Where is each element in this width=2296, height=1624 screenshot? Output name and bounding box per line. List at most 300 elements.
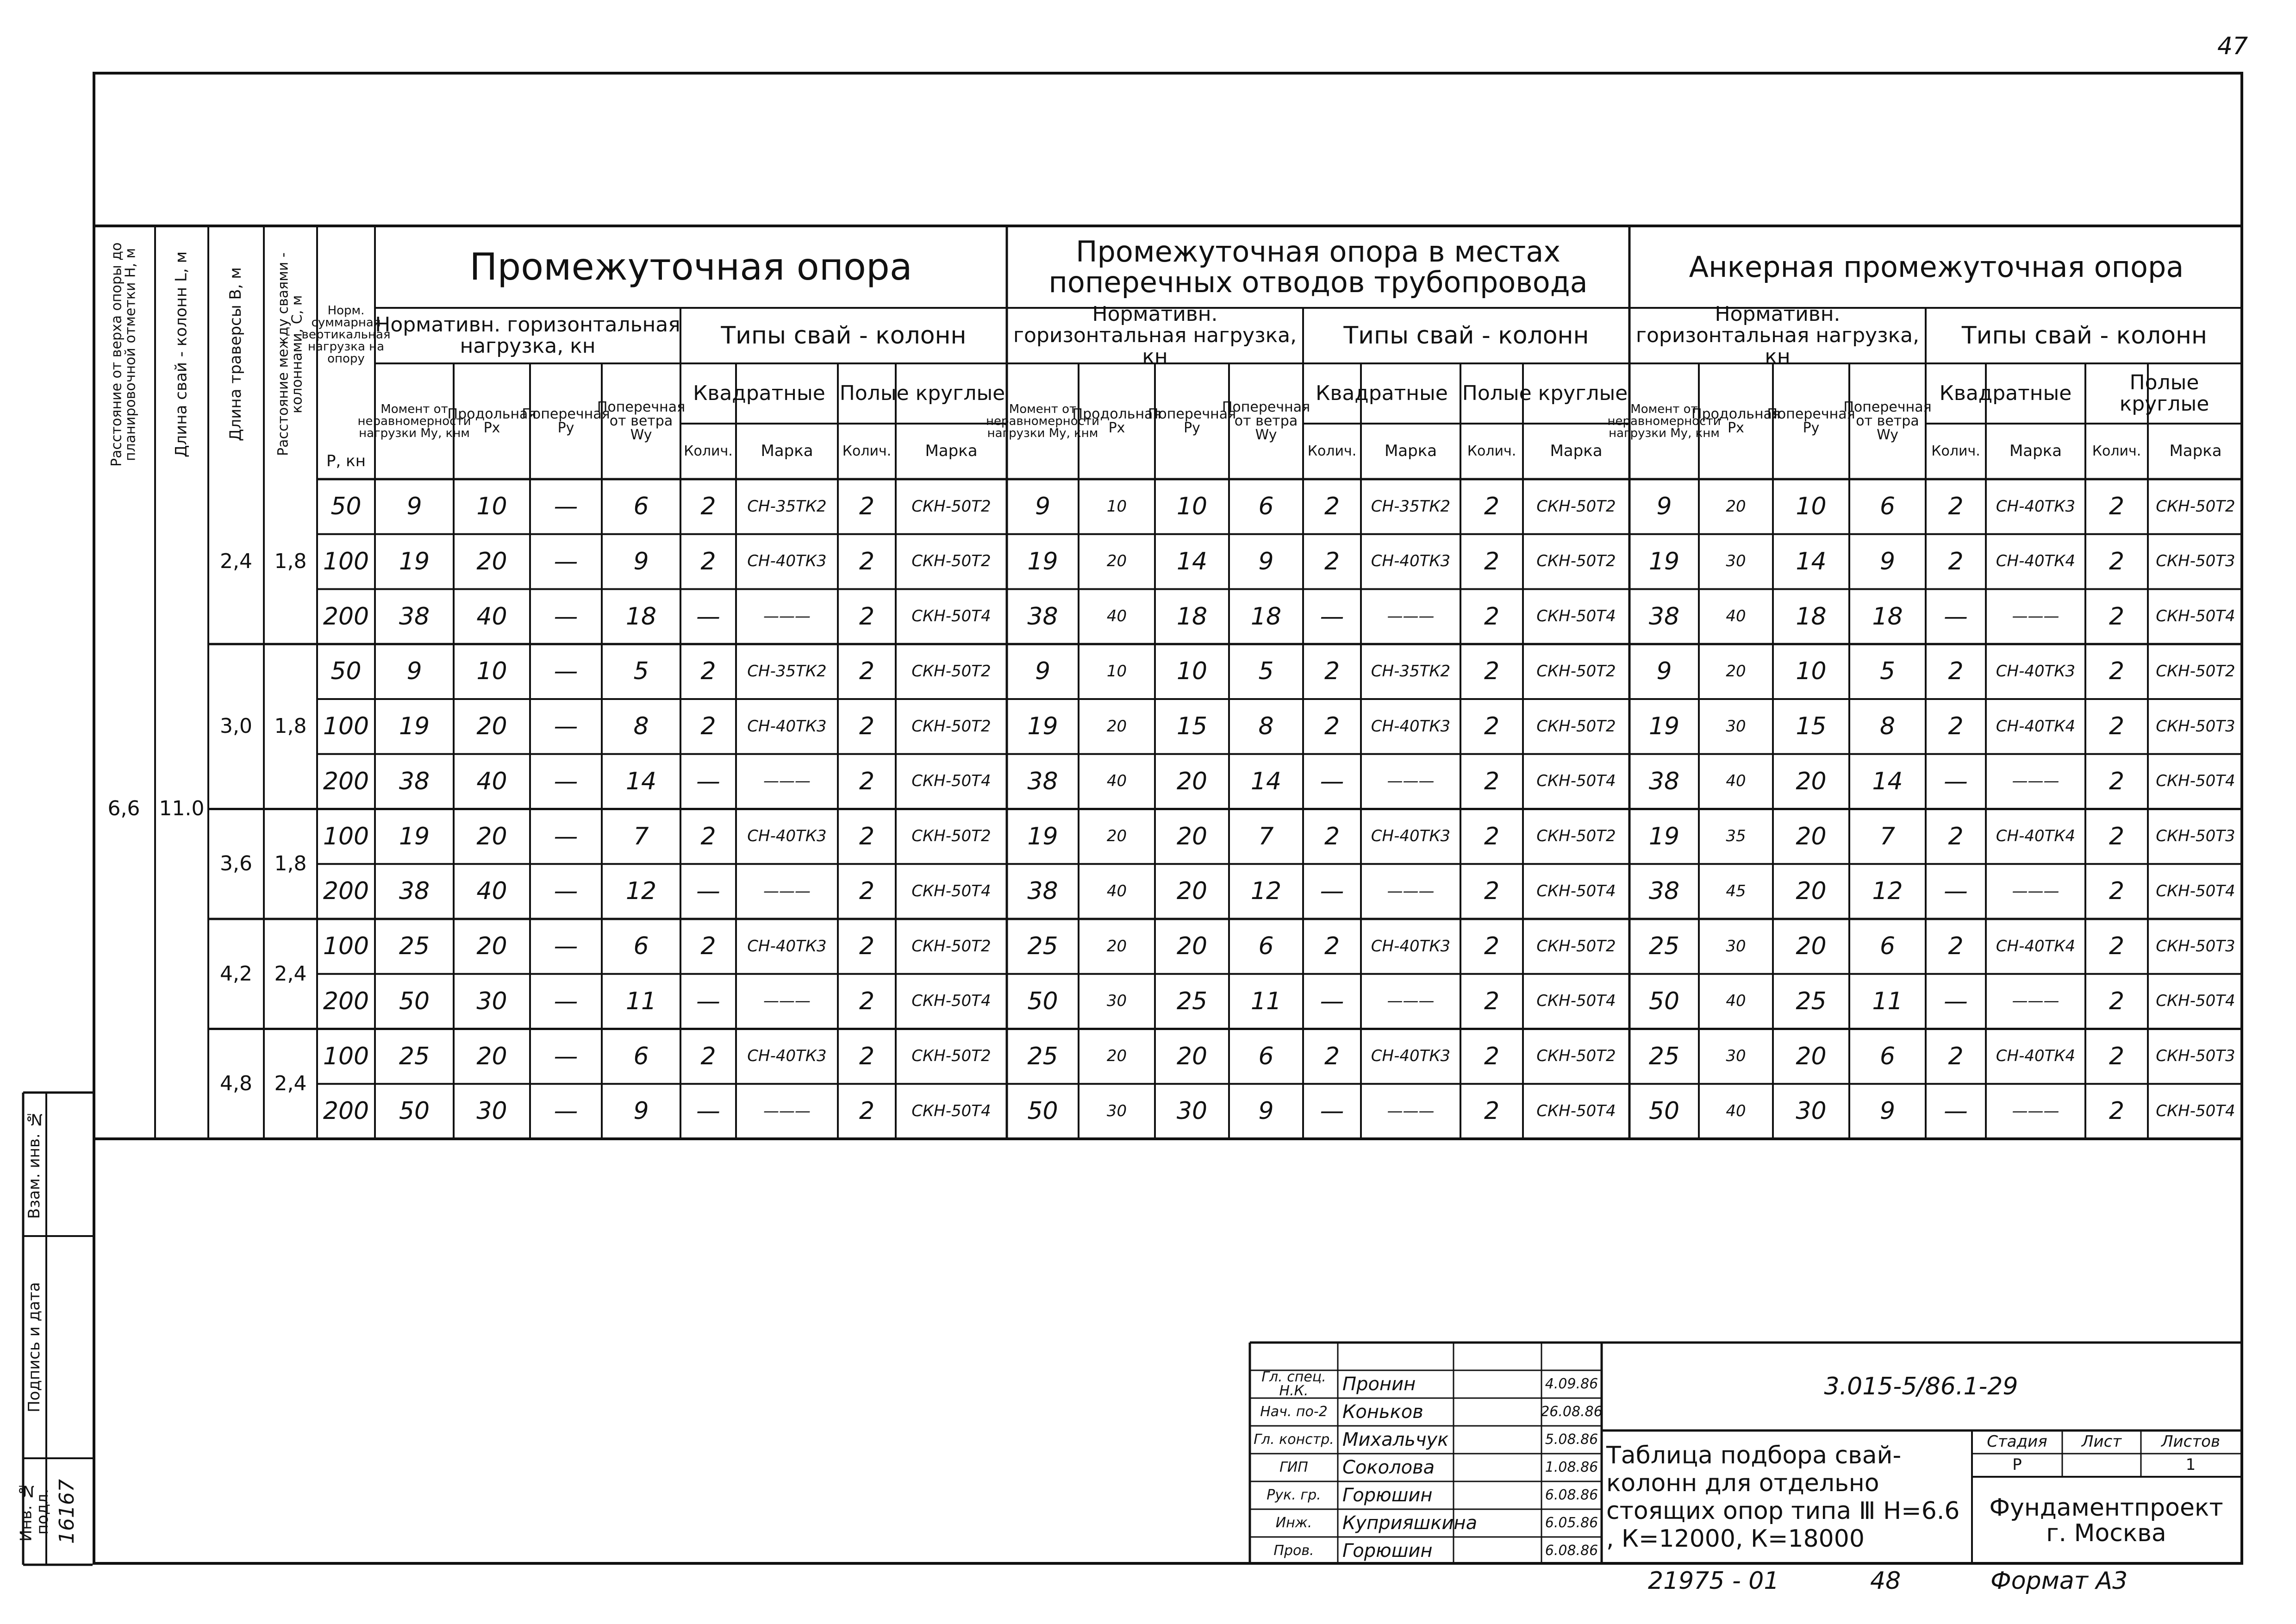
table-cell: 2 (700, 712, 716, 741)
sheet-label: Лист (2081, 1432, 2122, 1451)
table-cell: 50 (331, 493, 362, 521)
square-header: Квадратные (693, 381, 825, 405)
table-cell: СН-40ТК3 (1371, 1047, 1451, 1066)
table-cell: СКН-50Т2 (1536, 552, 1616, 571)
table-cell: 12 (1872, 877, 1903, 906)
org-name: Фундаментпроект г. Москва (1989, 1494, 2223, 1547)
table-cell: 38 (1648, 602, 1680, 631)
table-cell: 2 (859, 767, 875, 795)
header-h: Расстояние от верха опоры до планировочной отметки Н, м (108, 242, 139, 467)
format-label: Формат А3 (1990, 1567, 2128, 1595)
table-cell: СН-40ТК3 (747, 937, 827, 956)
table-cell: 38 (1027, 602, 1058, 631)
table-cell: СКН-50Т3 (2156, 937, 2235, 956)
hollow-header: Полые круглые (839, 381, 1005, 405)
table-cell: 2 (1324, 1042, 1340, 1070)
table-cell: 2 (859, 877, 875, 906)
table-cell: СН-40ТК4 (1996, 1047, 2076, 1066)
table-cell: СКН-50Т2 (1536, 937, 1616, 956)
bottom-archive-number: 21975 - 01 (1648, 1567, 1779, 1595)
table-cell: 10 (1176, 657, 1208, 686)
table-cell: 2 (859, 822, 875, 850)
signature-role: Пров. (1273, 1543, 1314, 1559)
table-cell: 2 (1948, 822, 1964, 850)
table-cell: 20 (1176, 932, 1208, 961)
px-header: Продольная Px (1072, 406, 1161, 436)
table-cell: ——— (1387, 992, 1435, 1011)
page-corner-number: 47 (2217, 32, 2248, 60)
table-cell: СКН-50Т4 (911, 772, 991, 791)
table-cell: 2 (1948, 657, 1964, 686)
table-cell: СН-40ТК4 (1996, 937, 2076, 956)
table-cell: СКН-50Т2 (2156, 662, 2235, 681)
table-cell: 6 (1258, 493, 1274, 521)
table-cell: — (554, 712, 578, 741)
table-cell: СКН-50Т2 (1536, 497, 1616, 516)
table-cell: 38 (1027, 767, 1058, 795)
signature-name: Пронин (1342, 1374, 1416, 1395)
table-cell: — (554, 987, 578, 1015)
table-cell: ——— (763, 772, 811, 791)
c-value: 2,4 (274, 962, 307, 986)
table-cell: СКН-50Т4 (1536, 992, 1616, 1011)
table-cell: 20 (1106, 1047, 1127, 1066)
table-cell: СКН-50Т4 (2156, 772, 2235, 791)
table-cell: — (1320, 877, 1344, 906)
table-cell: 18 (1796, 602, 1827, 631)
table-cell: 19 (1027, 547, 1058, 575)
table-cell: СН-35ТК2 (1371, 662, 1451, 681)
inv-value: 16167 (55, 1479, 79, 1544)
table-cell: — (554, 877, 578, 906)
table-cell: 8 (1258, 712, 1274, 741)
table-cell: СКН-50Т3 (2156, 552, 2235, 571)
table-cell: 25 (1027, 1042, 1058, 1070)
table-cell: СН-40ТК4 (1996, 827, 2076, 846)
table-cell: 14 (1250, 767, 1282, 795)
table-cell: 2 (1484, 657, 1500, 686)
table-cell: 25 (1176, 987, 1208, 1015)
table-cell: 2 (1324, 712, 1340, 741)
header-b: Длина траверсы B, м (226, 267, 245, 442)
table-cell: 40 (1106, 607, 1127, 626)
table-cell: 2 (859, 602, 875, 631)
table-cell: — (554, 602, 578, 631)
signature-name: Горюшин (1342, 1540, 1433, 1562)
table-cell: 20 (1796, 822, 1827, 850)
table-cell: СКН-50Т2 (911, 937, 991, 956)
table-cell: 14 (1872, 767, 1903, 795)
table-cell: ——— (2012, 607, 2059, 626)
hollow-header: Полые круглые (2119, 370, 2209, 416)
table-cell: СКН-50Т4 (911, 992, 991, 1011)
table-cell: СН-35ТК2 (747, 497, 827, 516)
table-cell: 9 (1258, 547, 1274, 575)
table-cell: 2 (1324, 932, 1340, 961)
types-header: Типы свай - колонн (721, 321, 967, 350)
table-cell: 30 (1106, 1101, 1127, 1120)
table-cell: 38 (1648, 877, 1680, 906)
table-cell: ——— (1387, 772, 1435, 791)
table-cell: СН-40ТК3 (747, 717, 827, 736)
table-cell: 100 (323, 1042, 369, 1070)
table-cell: 200 (323, 1097, 369, 1125)
table-cell: СКН-50Т3 (2156, 827, 2235, 846)
signature-role: Гл. констр. (1254, 1431, 1334, 1448)
table-cell: 18 (1250, 602, 1282, 631)
inv-label: Инв. № подл. (17, 1481, 52, 1542)
table-cell: — (1320, 767, 1344, 795)
py-header: Поперечная Py (522, 406, 610, 436)
table-cell: СКН-50Т4 (1536, 881, 1616, 900)
table-cell: 5 (633, 657, 649, 686)
table-cell: СН-40ТК4 (1996, 552, 2076, 571)
table-cell: 6 (1258, 932, 1274, 961)
signature-name: Михальчук (1342, 1429, 1449, 1450)
table-cell: 2 (1948, 932, 1964, 961)
table-cell: 20 (1106, 827, 1127, 846)
square-header: Квадратные (1316, 381, 1448, 405)
table-cell: 2 (1484, 1042, 1500, 1070)
table-cell: СН-35ТК2 (1371, 497, 1451, 516)
table-cell: 10 (476, 657, 507, 686)
table-cell: СН-40ТК3 (747, 552, 827, 571)
table-cell: 20 (1726, 662, 1746, 681)
table-cell: 2 (1484, 932, 1500, 961)
table-cell: 15 (1176, 712, 1208, 741)
table-cell: 20 (1176, 877, 1208, 906)
table-cell: 200 (323, 767, 369, 795)
table-cell: СКН-50Т2 (911, 1047, 991, 1066)
table-cell: 2 (859, 1097, 875, 1125)
wy-header: Поперечная от ветра Wy (1222, 399, 1310, 443)
table-cell: 30 (1106, 992, 1127, 1011)
table-cell: 100 (323, 547, 369, 575)
types-header: Типы свай - колонн (1961, 321, 2208, 350)
table-cell: 19 (1027, 822, 1058, 850)
py-header: Поперечная Py (1767, 406, 1855, 436)
table-cell: 2 (1948, 547, 1964, 575)
table-cell: 50 (1648, 987, 1680, 1015)
mark-header: Марка (761, 442, 813, 461)
table-cell: 2 (2109, 767, 2125, 795)
table-cell: 5 (1879, 657, 1896, 686)
table-cell: 2 (700, 1042, 716, 1070)
signature-role: Инж. (1275, 1515, 1312, 1531)
table-cell: 2 (2109, 712, 2125, 741)
table-cell: 9 (1656, 657, 1672, 686)
table-cell: 18 (1176, 602, 1208, 631)
table-cell: 50 (399, 1097, 430, 1125)
table-cell: — (554, 1097, 578, 1125)
mark-header: Марка (2169, 442, 2222, 461)
signature-name: Соколова (1342, 1457, 1435, 1478)
signature-role: Нач. по-2 (1260, 1404, 1328, 1420)
b-value: 3,0 (220, 714, 252, 738)
podpis-label: Подпись и дата (25, 1282, 44, 1412)
table-cell: 2 (1324, 547, 1340, 575)
wy-header: Поперечная от ветра Wy (597, 399, 686, 443)
table-cell: 9 (1879, 547, 1896, 575)
table-cell: СКН-50Т4 (1536, 772, 1616, 791)
table-cell: — (554, 822, 578, 850)
table-cell: 9 (1656, 493, 1672, 521)
table-cell: ——— (2012, 881, 2059, 900)
table-cell: 100 (323, 932, 369, 961)
table-cell: 2 (1948, 493, 1964, 521)
table-cell: 2 (1484, 1097, 1500, 1125)
wy-header: Поперечная от ветра Wy (1843, 399, 1932, 443)
table-cell: СН-40ТК3 (1371, 717, 1451, 736)
qty-header: Колич. (1467, 443, 1516, 459)
table-cell: 2 (859, 712, 875, 741)
header-norm: Норм. суммарная вертикальная нагрузка на опору (301, 304, 391, 366)
table-cell: 20 (476, 932, 507, 961)
table-cell: 2 (1484, 877, 1500, 906)
table-cell: 20 (1796, 877, 1827, 906)
square-header: Квадратные (1939, 381, 2072, 405)
signature-date: 4.09.86 (1545, 1376, 1598, 1392)
table-cell: 50 (331, 657, 362, 686)
table-cell: СКН-50Т2 (911, 717, 991, 736)
table-cell: 19 (1648, 712, 1680, 741)
table-cell: 2 (1484, 712, 1500, 741)
table-cell: 40 (476, 767, 507, 795)
table-cell: 200 (323, 877, 369, 906)
py-header: Поперечная Py (1148, 406, 1236, 436)
table-cell: 2 (2109, 822, 2125, 850)
table-cell: 20 (476, 547, 507, 575)
table-cell: 2 (2109, 932, 2125, 961)
table-cell: 2 (859, 1042, 875, 1070)
table-cell: СКН-50Т2 (1536, 717, 1616, 736)
table-cell: 100 (323, 822, 369, 850)
table-cell: 40 (1726, 772, 1746, 791)
table-cell: 25 (1648, 1042, 1680, 1070)
table-cell: — (1320, 602, 1344, 631)
table-cell: 38 (1027, 877, 1058, 906)
table-cell: ——— (763, 1101, 811, 1120)
moment-header: Момент от неравномерности нагрузки Му, кнм (986, 402, 1100, 440)
table-cell: 30 (1726, 937, 1746, 956)
signature-date: 26.08.86 (1541, 1404, 1603, 1420)
table-cell: 25 (399, 932, 430, 961)
table-cell: СН-40ТК3 (1371, 827, 1451, 846)
table-cell: СКН-50Т2 (911, 662, 991, 681)
table-cell: 9 (633, 547, 649, 575)
mark-header: Марка (925, 442, 978, 461)
vzam-inv-label: Взам. инв. № (25, 1110, 44, 1219)
table-cell: 2 (1948, 1042, 1964, 1070)
moment-header: Момент от неравномерности нагрузки Му, кнм (357, 402, 471, 440)
table-cell: 8 (1879, 712, 1896, 741)
table-cell: — (1320, 1097, 1344, 1125)
table-cell: 20 (1796, 1042, 1827, 1070)
table-cell: 19 (1648, 822, 1680, 850)
table-cell: 2 (1484, 602, 1500, 631)
table-cell: 2 (859, 547, 875, 575)
table-cell: 40 (1106, 772, 1127, 791)
table-cell: — (696, 767, 720, 795)
c-value: 1,8 (274, 714, 307, 738)
table-cell: 8 (633, 712, 649, 741)
table-cell: ——— (2012, 1101, 2059, 1120)
table-cell: — (1944, 767, 1968, 795)
table-cell: СКН-50Т2 (911, 552, 991, 571)
table-cell: ——— (763, 881, 811, 900)
table-cell: 38 (399, 877, 430, 906)
sheets-value: 1 (2185, 1455, 2196, 1474)
table-cell: 38 (399, 767, 430, 795)
table-cell: 5 (1258, 657, 1274, 686)
table-cell: 20 (1726, 497, 1746, 516)
table-cell: 6 (1879, 932, 1896, 961)
table-cell: 2 (859, 493, 875, 521)
table-cell: 2 (1324, 657, 1340, 686)
doc-title: Таблица подбора свай-колонн для отдельно стоящих опор типа Ⅲ Н=6.6 , К=12000, К=18000 (1606, 1442, 1960, 1553)
table-cell: СКН-50Т4 (911, 1101, 991, 1120)
table-cell: 200 (323, 602, 369, 631)
table-cell: 50 (399, 987, 430, 1015)
table-cell: 2 (2109, 1097, 2125, 1125)
qty-header: Колич. (2092, 443, 2141, 459)
px-header: Продольная Px (447, 406, 537, 436)
b-value: 4,2 (220, 962, 252, 986)
table-cell: 6 (1879, 1042, 1896, 1070)
table-cell: — (554, 493, 578, 521)
table-cell: СКН-50Т4 (2156, 881, 2235, 900)
header-p: P, кн (326, 451, 366, 470)
table-cell: 10 (1176, 493, 1208, 521)
table-cell: 18 (1872, 602, 1903, 631)
table-cell: 14 (1796, 547, 1827, 575)
table-cell: — (554, 767, 578, 795)
table-cell: 30 (476, 987, 507, 1015)
table-cell: 20 (1106, 937, 1127, 956)
table-cell: 7 (633, 822, 649, 850)
table-cell: 7 (1879, 822, 1896, 850)
table-cell: 19 (399, 822, 430, 850)
table-cell: 2 (700, 493, 716, 521)
stage-value: Р (2012, 1455, 2022, 1474)
table-cell: ——— (1387, 607, 1435, 626)
table-cell: 19 (399, 712, 430, 741)
table-cell: 2 (700, 547, 716, 575)
table-cell: СКН-50Т4 (2156, 607, 2235, 626)
table-cell: 19 (1027, 712, 1058, 741)
table-cell: 11 (1872, 987, 1903, 1015)
table-cell: 10 (1796, 493, 1827, 521)
bottom-page-number: 48 (1870, 1567, 1901, 1595)
table-cell: 2 (859, 932, 875, 961)
table-cell: 45 (1726, 881, 1746, 900)
table-cell: СН-40ТК4 (1996, 717, 2076, 736)
table-cell: 2 (700, 932, 716, 961)
table-cell: 2 (700, 822, 716, 850)
signature-role: Гл. спец. Н.К. (1261, 1369, 1326, 1399)
c-value: 1,8 (274, 852, 307, 876)
table-cell: СКН-50Т4 (2156, 1101, 2235, 1120)
table-cell: СКН-50Т2 (1536, 827, 1616, 846)
table-cell: 6 (633, 932, 649, 961)
table-cell: 40 (476, 877, 507, 906)
signature-date: 6.08.86 (1545, 1487, 1598, 1503)
px-header: Продольная Px (1691, 406, 1780, 436)
table-cell: 10 (1106, 662, 1127, 681)
table-cell: 6 (633, 1042, 649, 1070)
table-cell: 2 (1484, 822, 1500, 850)
table-cell: 50 (1027, 1097, 1058, 1125)
table-cell: 12 (625, 877, 657, 906)
table-cell: 2 (1484, 987, 1500, 1015)
table-cell: ——— (2012, 772, 2059, 791)
signature-date: 6.05.86 (1545, 1515, 1598, 1531)
signature-role: ГИП (1279, 1459, 1308, 1475)
b-value: 2,4 (220, 550, 252, 574)
table-cell: 15 (1796, 712, 1827, 741)
table-cell: — (1944, 1097, 1968, 1125)
table-cell: — (1320, 987, 1344, 1015)
table-cell: — (696, 987, 720, 1015)
table-cell: 38 (1648, 767, 1680, 795)
table-cell: 2 (2109, 547, 2125, 575)
table-cell: 2 (2109, 657, 2125, 686)
hollow-header: Полые круглые (1462, 381, 1628, 405)
table-cell: 11 (1250, 987, 1282, 1015)
table-cell: 2 (1324, 493, 1340, 521)
table-cell: СН-40ТК3 (747, 1047, 827, 1066)
table-cell: 9 (1879, 1097, 1896, 1125)
table-cell: 38 (399, 602, 430, 631)
table-cell: 6 (1879, 493, 1896, 521)
table-cell: 40 (1726, 992, 1746, 1011)
table-cell: 30 (1176, 1097, 1208, 1125)
table-cell: СН-40ТК3 (747, 827, 827, 846)
group-title-1: Промежуточная опора (469, 245, 912, 288)
load-header: Нормативн. горизонтальная нагрузка, кн (375, 312, 680, 358)
table-cell: — (554, 657, 578, 686)
table-cell: — (554, 932, 578, 961)
table-cell: 20 (476, 822, 507, 850)
signature-name: Куприяшкина (1342, 1512, 1478, 1534)
table-cell: 2 (1484, 767, 1500, 795)
table-cell: 25 (1796, 987, 1827, 1015)
table-cell: 11 (625, 987, 657, 1015)
doc-code: 3.015-5/86.1-29 (1824, 1372, 2018, 1400)
table-cell: 20 (476, 712, 507, 741)
types-header: Типы свай - колонн (1343, 321, 1589, 350)
table-cell: 200 (323, 987, 369, 1015)
group-title-3: Анкерная промежуточная опора (1689, 250, 2184, 284)
table-cell: — (696, 1097, 720, 1125)
table-cell: СКН-50Т2 (911, 827, 991, 846)
load-header: Нормативн. горизонтальная нагрузка, кн (1013, 302, 1297, 369)
table-cell: 30 (1726, 552, 1746, 571)
table-cell: — (1944, 602, 1968, 631)
moment-header: Момент от неравномерности нагрузки Му, кнм (1607, 402, 1721, 440)
table-cell: 20 (1106, 552, 1127, 571)
table-cell: 50 (1027, 987, 1058, 1015)
table-cell: 2 (2109, 987, 2125, 1015)
table-cell: — (1944, 877, 1968, 906)
table-cell: — (1944, 987, 1968, 1015)
table-cell: 25 (1027, 932, 1058, 961)
qty-header: Колич. (1931, 443, 1980, 459)
table-cell: 9 (1035, 493, 1051, 521)
table-cell: 2 (1324, 822, 1340, 850)
table-cell: 40 (1106, 881, 1127, 900)
b-value: 4,8 (220, 1072, 252, 1096)
